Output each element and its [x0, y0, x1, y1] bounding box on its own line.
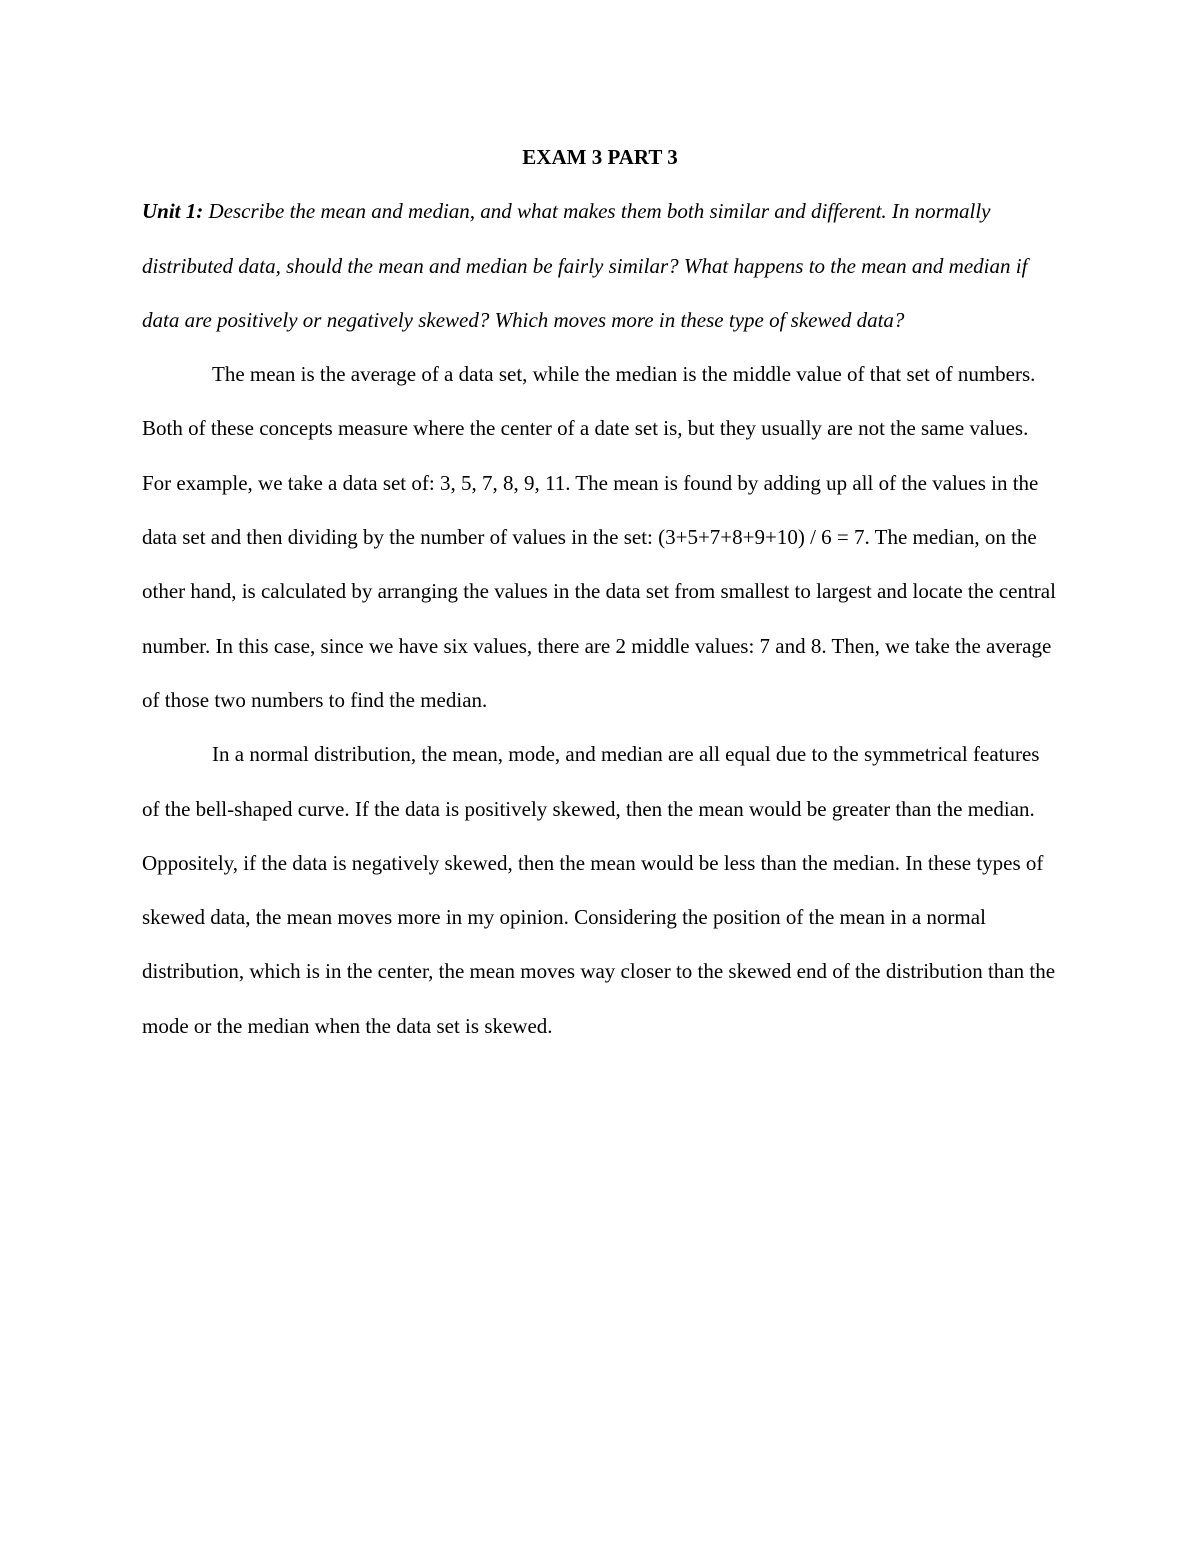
answer-paragraph-2: In a normal distribution, the mean, mode, and median are all equal due to the symmetrical features of the bell-shaped curve. If the data is positively skewed, then the mean would be greater than the median. Oppositely, if the data is negatively skewed, then the mean would be less than the median. In these types of skewed data, the mean moves more in my opinion. Considering the position of the mean in a normal distribution, which is in the center, the mean moves way closer to the skewed end of the distribution than the mode or the median when the data set is skewed.: [142, 742, 1056, 1038]
document-body: [142, 130, 1058, 1053]
question-prompt: [142, 184, 1058, 347]
answer-paragraph-1: The mean is the average of a data set, while the median is the middle value of that set of numbers. Both of these concepts measure where the center of a date set is, but they usually are not the same values. For example, we take a data set of: 3, 5, 7, 8, 9, 11. The mean is found by adding up all of the values in the data set and then dividing by the number of values in the set: (3+5+7+8+9+10) / 6 = 7. The median, on the other hand, is calculated by arranging the values in the data set from smallest to largest and locate the central number. In this case, since we have six values, there are 2 middle values: 7 and 8. Then, we take the average of those two numbers to find the median.: [142, 362, 1056, 712]
question-label: Unit 1:: [142, 199, 204, 224]
question-text: Describe the mean and median, and what makes them both similar and different. In normally distributed data, should the mean and median be fairly similar? What happens to the mean and median if data are positively or negatively skewed? Which moves more in these type of skewed data?: [142, 199, 1028, 332]
document-title: EXAM 3 PART 3: [522, 145, 678, 169]
